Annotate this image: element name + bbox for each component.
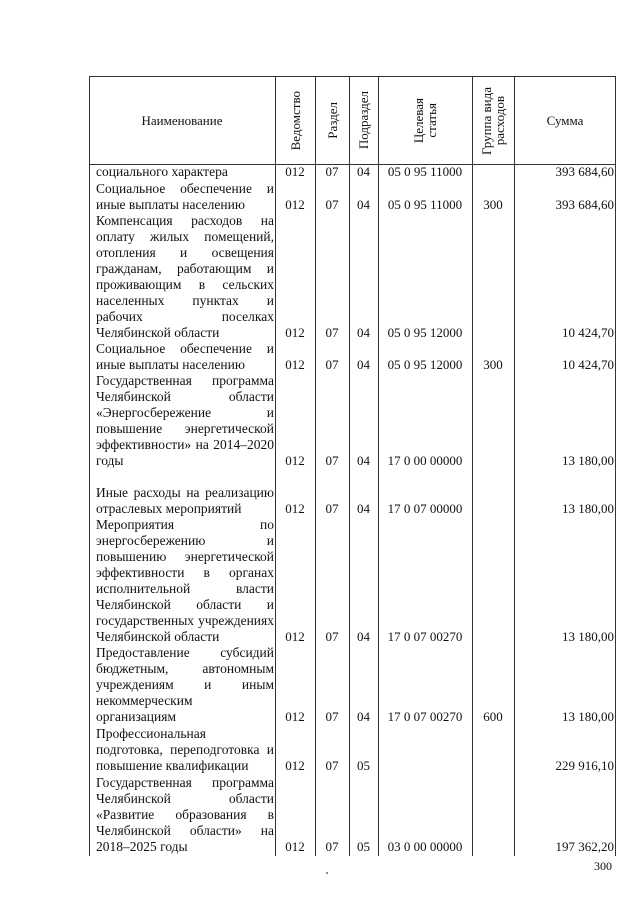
row-podrazdel: 04: [357, 357, 370, 372]
row-vedomstvo: 012: [285, 453, 305, 468]
row-razdel: 07: [325, 629, 339, 644]
table-row: [89, 373, 616, 469]
table-row: [89, 341, 616, 373]
row-name: социального характера: [96, 164, 228, 179]
row-podrazdel: 04: [357, 325, 370, 340]
row-podrazdel: 04: [357, 197, 370, 212]
row-summa: 13 180,00: [562, 453, 614, 468]
table-row: [89, 213, 616, 341]
row-podrazdel: 05: [357, 758, 370, 773]
row-podrazdel: 04: [357, 453, 370, 468]
header-razdel-label: Раздел: [324, 102, 340, 139]
row-name: Иные расходы на реализацию отраслевых мероприятий: [96, 485, 274, 516]
row-summa: 197 362,20: [555, 839, 614, 854]
row-podrazdel: 04: [357, 164, 370, 179]
row-gruppa: 300: [483, 357, 503, 372]
row-name: Мероприятия по энергосбережению и повышению энергетической эффективности в органах исполнительной власти Челябинской области и государственных учреждениях Челябинской области: [96, 517, 274, 644]
header-name-label: Наименование: [141, 112, 223, 128]
table-row: [89, 517, 616, 645]
table-row: [89, 469, 616, 517]
header-podrazdel-label: Подраздел: [356, 91, 371, 150]
table-row: [89, 180, 616, 213]
header-vedomstvo-label: Ведомство: [287, 90, 303, 151]
table-row: [89, 774, 616, 855]
header-gruppa-line1: Группа вида: [479, 86, 494, 155]
header-vedomstvo: [275, 77, 315, 164]
row-razdel: 07: [325, 501, 339, 516]
scan-speck: [326, 872, 328, 874]
row-razdel: 07: [325, 197, 339, 212]
row-vedomstvo: 012: [285, 357, 305, 372]
header-gruppa-line2: расходов: [492, 95, 507, 146]
row-celevaya: 17 0 07 00000: [387, 501, 463, 516]
header-celevaya-line2: статья: [424, 103, 439, 138]
row-podrazdel: 04: [357, 501, 370, 516]
row-vedomstvo: 012: [285, 709, 305, 724]
row-name: Профессиональная подготовка, переподготовка и повышение квалификации: [96, 726, 274, 773]
row-celevaya: 03 0 00 00000: [387, 839, 463, 854]
row-vedomstvo: 012: [285, 325, 305, 340]
row-vedomstvo: 012: [285, 758, 305, 773]
budget-table: [89, 76, 616, 856]
row-podrazdel: 04: [357, 709, 370, 724]
row-vedomstvo: 012: [285, 197, 305, 212]
row-gruppa: 600: [483, 709, 503, 724]
row-name: Социальное обеспечение и иные выплаты населению: [96, 341, 274, 372]
header-podrazdel: [349, 77, 378, 164]
row-name: Социальное обеспечение и иные выплаты населению: [96, 181, 274, 212]
row-name: Компенсация расходов на оплату жилых помещений, отопления и освещения гражданам, работающим и проживающим в сельских населенных пунктах и рабочих поселках Челябинской области: [96, 213, 274, 340]
row-celevaya: 05 0 95 11000: [387, 197, 463, 212]
row-celevaya: 17 0 07 00270: [387, 709, 463, 724]
row-summa: 10 424,70: [562, 325, 614, 340]
row-summa: 393 684,60: [555, 197, 614, 212]
row-vedomstvo: 012: [285, 501, 305, 516]
header-celevaya-line1: Целевая: [411, 97, 426, 144]
row-gruppa: 300: [483, 197, 503, 212]
row-summa: 13 180,00: [562, 709, 614, 724]
table-row: [89, 725, 616, 774]
row-summa: 13 180,00: [562, 501, 614, 516]
row-celevaya: 17 0 00 00000: [387, 453, 463, 468]
header-summa: [514, 77, 616, 164]
header-name: [89, 77, 275, 164]
row-name: Государственная программа Челябинской области «Развитие образования в Челябинской области» на 2018–2025 годы: [96, 775, 274, 854]
row-vedomstvo: 012: [285, 839, 305, 854]
row-razdel: 07: [325, 325, 339, 340]
table-row: [89, 163, 616, 180]
row-name: Государственная программа Челябинской области «Энергосбережение и повышение энергетической эффективности» на 2014–2020 годы: [96, 373, 274, 468]
row-celevaya: 05 0 95 12000: [387, 325, 463, 340]
row-celevaya: 05 0 95 12000: [387, 357, 463, 372]
row-razdel: 07: [325, 357, 339, 372]
header-gruppa: [472, 77, 514, 164]
row-razdel: 07: [325, 758, 339, 773]
header-razdel: [315, 77, 349, 164]
row-name: Предоставление субсидий бюджетным, автономным учреждениям и иным некоммерческим организациям: [96, 645, 274, 724]
row-podrazdel: 05: [357, 839, 370, 854]
table-row: [89, 645, 616, 725]
page-number: 300: [594, 859, 612, 873]
row-vedomstvo: 012: [285, 164, 305, 179]
table-header: [89, 76, 616, 165]
row-celevaya: 05 0 95 11000: [387, 164, 463, 179]
row-celevaya: 17 0 07 00270: [387, 629, 463, 644]
row-vedomstvo: 012: [285, 629, 305, 644]
row-summa: 13 180,00: [562, 629, 614, 644]
row-summa: 229 916,10: [555, 758, 614, 773]
row-podrazdel: 04: [357, 629, 370, 644]
row-summa: 393 684,60: [555, 164, 614, 179]
row-summa: 10 424,70: [562, 357, 614, 372]
header-summa-label: Сумма: [546, 112, 584, 128]
header-celevaya: [378, 77, 472, 164]
row-razdel: 07: [325, 839, 339, 854]
row-razdel: 07: [325, 453, 339, 468]
row-razdel: 07: [325, 709, 339, 724]
row-razdel: 07: [325, 164, 339, 179]
